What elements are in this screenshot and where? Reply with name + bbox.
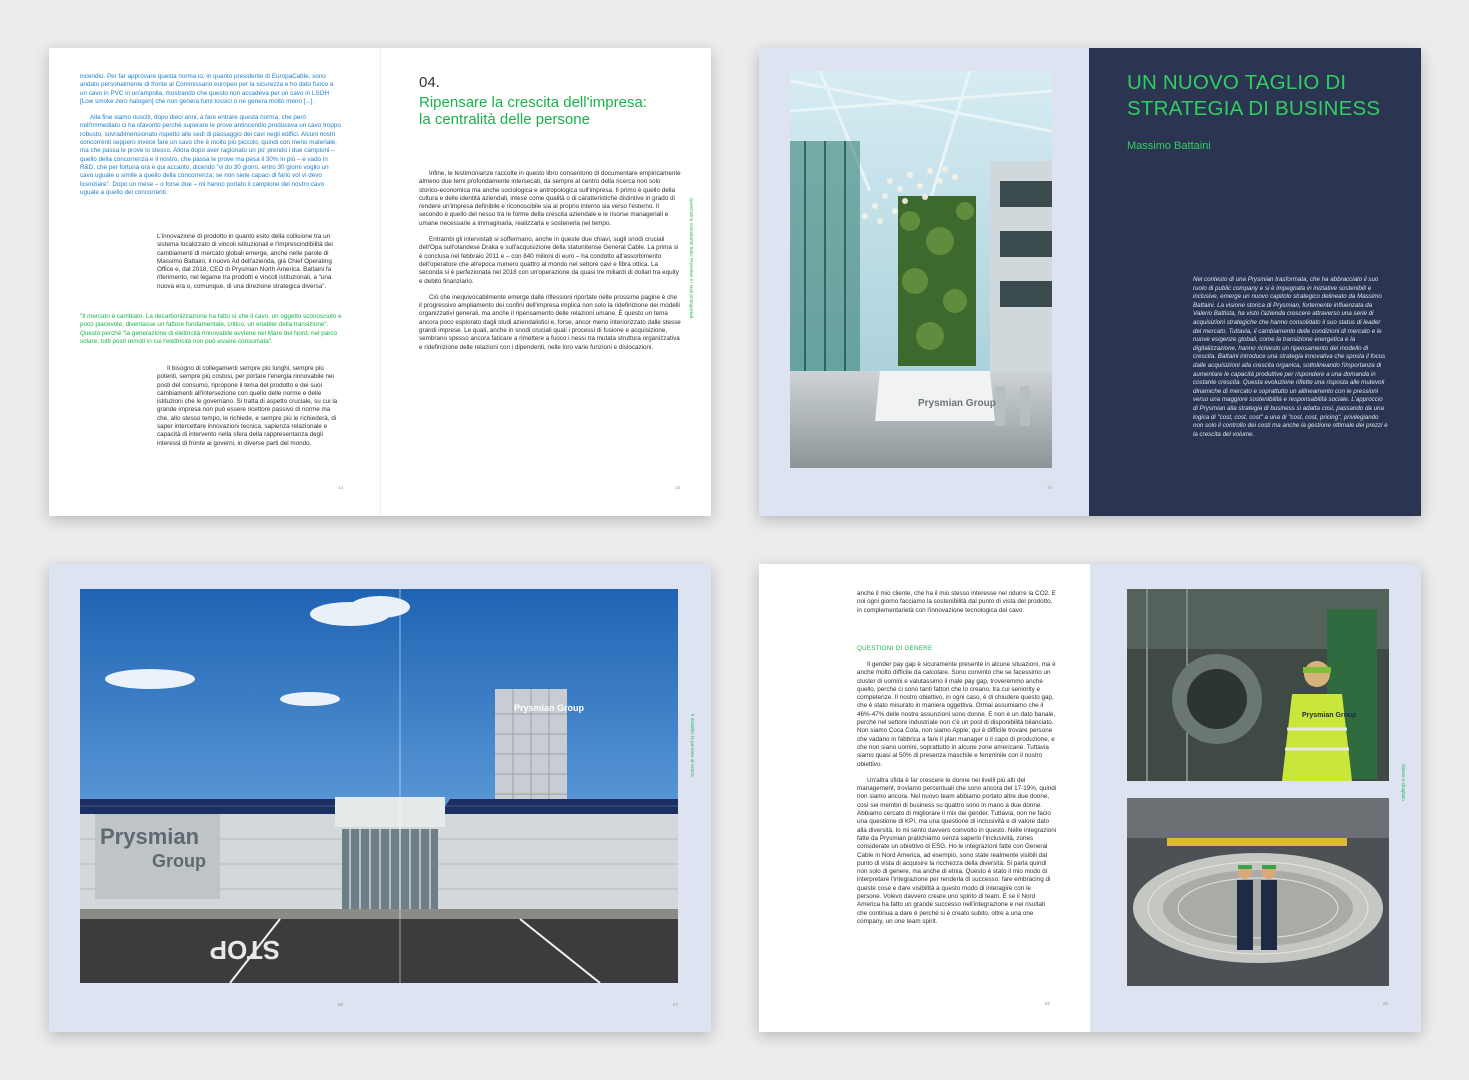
tower-sign: Prysmian Group <box>514 703 585 713</box>
right-page <box>1089 48 1421 516</box>
page-number: 63 <box>1383 1001 1389 1006</box>
sign-text: Prysmian Group <box>918 398 996 409</box>
paragraph: incendio. Per far approvare questa norma io, in quanto presidente di EuropaCable, sono andato personalmente di fronte al Commissario europeo per la sicurezza e ho dato fuoco a un cavo in PVC in un'ampolla, mostrando che questo non accadeva per un cavo in LSOH [Low smoke zero halogen] che non genera fumi tossici o ne genera molto meno [...]. <box>80 73 334 105</box>
left-page-text <box>857 661 1057 934</box>
right-page-text <box>419 170 681 360</box>
section-author: Massimo Battaini <box>1127 140 1211 152</box>
page-number: 15 <box>675 485 681 490</box>
headquarters-illustration <box>80 589 678 983</box>
paragraph: Infine, le testimonianze raccolte in questo libro consentono di documentare empiricamente almeno due temi profondamente intersecati, da sempre al centro della ricerca non solo storico-economica ma anche sociologica e antropologica sull'impresa. Il primo è quello della cultura e delle identità aziendali, intese come qualità o di caratteristiche distintive in grado di rendere un'impresa definibile e riconoscibile sia al proprio interno sia verso l'esterno. Il secondo è quello del nesso tra le forme della crescita aziendale e le risorse manageriali e umane necessarie a immaginarla, realizzarla e sostenerla nel tempo. <box>419 170 681 227</box>
paragraph: Alla fine siamo riusciti, dopo dieci anni, a fare entrare questa norma, che però nell'immediato ci ha sfavorito perché superare le prove antincendio produceva un cavo troppo robusto, sovradimensionato rispetto alle sedi di passaggio dei cavi negli edifici. Alcuni nostri concorrenti seppero invece fare un cavo che è molto più piccolo, quindi con meno materiale, ma che passa le prove lo stesso. Allora dopo aver ragionato un po' prendo i due campioni – quello della concorrenza e il nostro, che passa le prove ma pesa il 30% in più – e vado in R&D, che per fortuna ora è qui accanto, dicendo "vi do 30 giorni, entro 30 giorni voglio un cavo uguale o simile a quello della concorrenza; se non siete capaci di farlo voi vi devo licenziare". Dopo un mese – o forse due – mi hanno portato il campione del nostro cavo uguale a quello dei concorrenti. <box>80 114 341 196</box>
chapter-title: Ripensare la crescita dell'impresa: la centralità delle persone <box>419 94 647 128</box>
running-head: Quest'anno nonostante tutto: Prysmian e i suoi protagonisti <box>689 198 694 319</box>
paragraph: Il gender pay gap è sicuramente presente in alcune situazioni, ma è anche molto difficile da calcolare. Sono convinto che se facessimo un cluster di uomini e valutassimo il male pay gap, troveremmo anche quello, perché ci sono tanti fattori che lo creano, tra cui seniority e competenze. Il nostro obiettivo, in ogni caso, è di chiudere questo gap, che è stato misurato in maniera oggettiva. Ormai assumiamo che il 46%-47% delle nostre assunzioni sono donne. E non è un dato banale, perché nel settore industriale non c'è un pool di disponibilità bilanciato. Non siamo Coca Cola, non siamo Apple: qui è difficile trovare persone che vadano in fabbrica a fare il plan manager o il capo di produzione, e che non siano uomini, soprattutto in alcune zone americane. Tuttavia siamo quasi al 50% di presenza maschile e femminile con il nostro obiettivo. <box>857 661 1056 768</box>
page-number: 14 <box>338 485 344 490</box>
gutter <box>380 48 381 516</box>
road-marking: STOP <box>209 935 280 965</box>
left-page-text-body-2 <box>157 365 343 456</box>
section-title: UN NUOVO TAGLIO DI STRATEGIA DI BUSINESS <box>1127 71 1381 120</box>
paragraph: Ciò che inequivocabilmente emerge dalle riflessioni riportate nelle prossime pagine è che il progressivo ampliamento dei confini dell'impresa implica non solo la ridefinizione dei modelli organizzativi generali, ma anche il ripensamento delle relazioni umane. È questo un tema ancora poco esplorato dagli studi aziendalistici e, forse, ancor meno interiorizzato dalle stesse grandi imprese. Le quali, anche in snodi cruciali quali i processi di fusione e acquisizione, sembrano spesso ancora faticare a rimettere a fuoco i nessi tra mutata struttura organizzativa e ridefinizione delle relazioni con i dipendenti, nelle loro varie funzioni e dislocazioni. <box>419 293 681 351</box>
intro-text: anche il mio cliente, che ha il mio stesso interesse nel ridurre la CO2. E noi ogni giorno facciamo la sostenibilità dal punto di vista del prodotto, in complementarietà con l'innovazione tecnologica del cavo. <box>857 590 1056 614</box>
left-page <box>759 48 1089 516</box>
paragraph: L'innovazione di prodotto in quanto esito della collisione tra un sistema localizzato di vincoli istituzionali e l'imprescindibilità dei cambiamenti di mercato globali emerge, anche nelle parole di Massimo Battaini, il nuovo Ad dell'azienda, già Chief Operating Office e, dal 2018, CEO di Prysmian North America. Battaini fa riferimento, nel legame tra prodotti e vincoli istituzionali, a "una nuova era o, comunque, di una direzione strategica diversa". <box>157 233 333 290</box>
page-number: 62 <box>1045 1001 1051 1006</box>
page-number: 56 <box>338 1002 344 1007</box>
page-number: 57 <box>673 1002 679 1007</box>
pull-quote: "Il mercato è cambiato. La decarbonizzazione ha fatto sì che il cavo, un oggetto sconosciuto e poco piacevole, diventasse un fattore fondamentale, critico, un enabler della transizione". Questo perché "la generazione di elettricità rinnovabile avviene nel Mare del Nord, nel parco solare, tutti posti remoti in cui l'elettricità non può essere consumata". <box>80 313 342 345</box>
factory-worker-photo <box>1127 589 1389 781</box>
factory-worker-illustration <box>1127 589 1389 781</box>
section-abstract: Nel contesto di una Prysmian trasformata, che ha abbracciato il suo ruolo di public company e si è impegnata in iniziative sostenibili e inclusive, emerge un nuovo capitolo strategico delineato da Massimo Battaini. La visione storica di Prysmian, fortemente influenzata da Valerio Battista, ha visto l'azienda crescere attraverso una serie di acquisizioni strategiche che hanno consolidato il suo status di leader del mercato. Tuttavia, il cambiamento delle condizioni di mercato e le nuove esigenze globali, come la transizione energetica e la digitalizzazione, hanno richiesto un ripensamento del modello di crescita. Battaini introduce una strategia innovativa che sposta il focus dalle acquisizioni alla crescita organica, sottolineando l'importanza di aumentare le capacità produttive per rispondere a una domanda in costante crescita. Questa evoluzione riflette una risposta alle mutevoli dinamiche di mercato e soprattutto un allineamento con le pressioni verso una maggiore sostenibilità e responsabilità sociale. L'approccio di Prysmian alla strategia di business si adatta così, passando da una logica di "cost, cost, cost" a una di "cost, cost, pricing", privilegiando non solo il controllo dei costi ma anche la gestione ottimale dei prezzi e la crescita del volume. <box>1193 276 1388 438</box>
headquarters-photo <box>80 589 678 983</box>
paragraph: Un'altra sfida è far crescere le donne nei livelli più alti del management, troviamo percentuali che sono ancora del 17-19%, quindi non siamo ancora. Nel nuovo team abbiamo portato altre due donne, così sei membri di business su quattro sono in mano a due donne. Abbiamo cercato di migliorare il mix dei gender. Tuttavia, non ne facio una questione di KPI, ma una questione di inclusività e di valore dato alla diversità. Io mi sento davvero coinvolto in questo. Nelle integrazioni fatte da Prysmian pratichiamo senza saperlo l'inclusività, zones considerate un obiettivo di ESG. Ho le integrazioni fatte con General Cable in Nord America, ad esempio, sono state realmente visibili dal punto di vista di acquisire la ricchezza della diversità. Si parla quindi non solo di genere, ma anche di etnia. Questo è stato il mio modo di interpretare l'integrazione per renderla di successo: fare embracing di queste cose e dare visibilità a questo modo di interagire con le persone. Volevo davvero creare uno spirito di team. E se il Nord America ha fatto un grande successo nell'integrazione e nei risultati che continua a dare è perché si è creato subito, oltre a una one company, un one team spirit. <box>857 776 1057 925</box>
wall-sign-line-1: Prysmian <box>100 824 200 849</box>
spread-section-opener <box>759 48 1421 516</box>
page-number: 74 <box>1047 485 1053 490</box>
spread-chapter-04 <box>49 48 711 516</box>
factory-women-illustration <box>1127 798 1389 986</box>
running-head: Giusto o sbagliato <box>1401 764 1406 801</box>
factory-women-photo <box>1127 798 1389 986</box>
chapter-number: 04. <box>419 74 440 91</box>
paragraph: Entrambi gli intervistati si soffermano, anche in queste due chiavi, sugli snodi cruciali dell'Opa sull'olandese Draka e sull'acquisizione della statunitense General Cable. La prima si è conclusa nel febbraio 2011 e – con 840 milioni di euro – ha condotto all'assorbimento dell'operatore che all'epoca numero quattro al mondo nel settore cavi e fibra ottica. La seconda si è perfezionata nel 2018 con un'operazione da quasi tre miliardi di dollari tra equity e debito finanziario. <box>419 236 679 285</box>
atrium-photo <box>790 71 1052 468</box>
left-page-text-body <box>157 233 343 299</box>
left-page-text <box>80 73 342 205</box>
spread-building-photo <box>49 564 711 1032</box>
wall-sign-line-2: Group <box>152 851 206 871</box>
vest-text: Prysmian Group <box>1302 712 1357 719</box>
running-head: Il modello: le persone al centro <box>690 714 695 777</box>
section-heading: QUESTIONI DI GENERE <box>857 645 933 652</box>
atrium-illustration <box>790 71 1052 468</box>
spread-gender-questions <box>759 564 1421 1032</box>
paragraph: Il bisogno di collegamenti sempre più lunghi, sempre più potenti, sempre più costosi, per portare l'energia rinnovabile nei posti del consumo, ripropone il tema del prodotto e dei suoi cambiamenti all'intersezione con quello delle norme e delle istituzioni che le governano. Si tratta di aspetto cruciale, su cui la grande impresa non può essere ricettore passivo di norme ma che, allo stesso tempo, le richiede, e sempre più le richiederà, di saper intercettare innovazioni tecnica, sapienza relazionale e capacità di intervento nella sfera della rappresentanza degli interessi di fronte ai governi, in diverse parti del mondo. <box>157 365 338 447</box>
